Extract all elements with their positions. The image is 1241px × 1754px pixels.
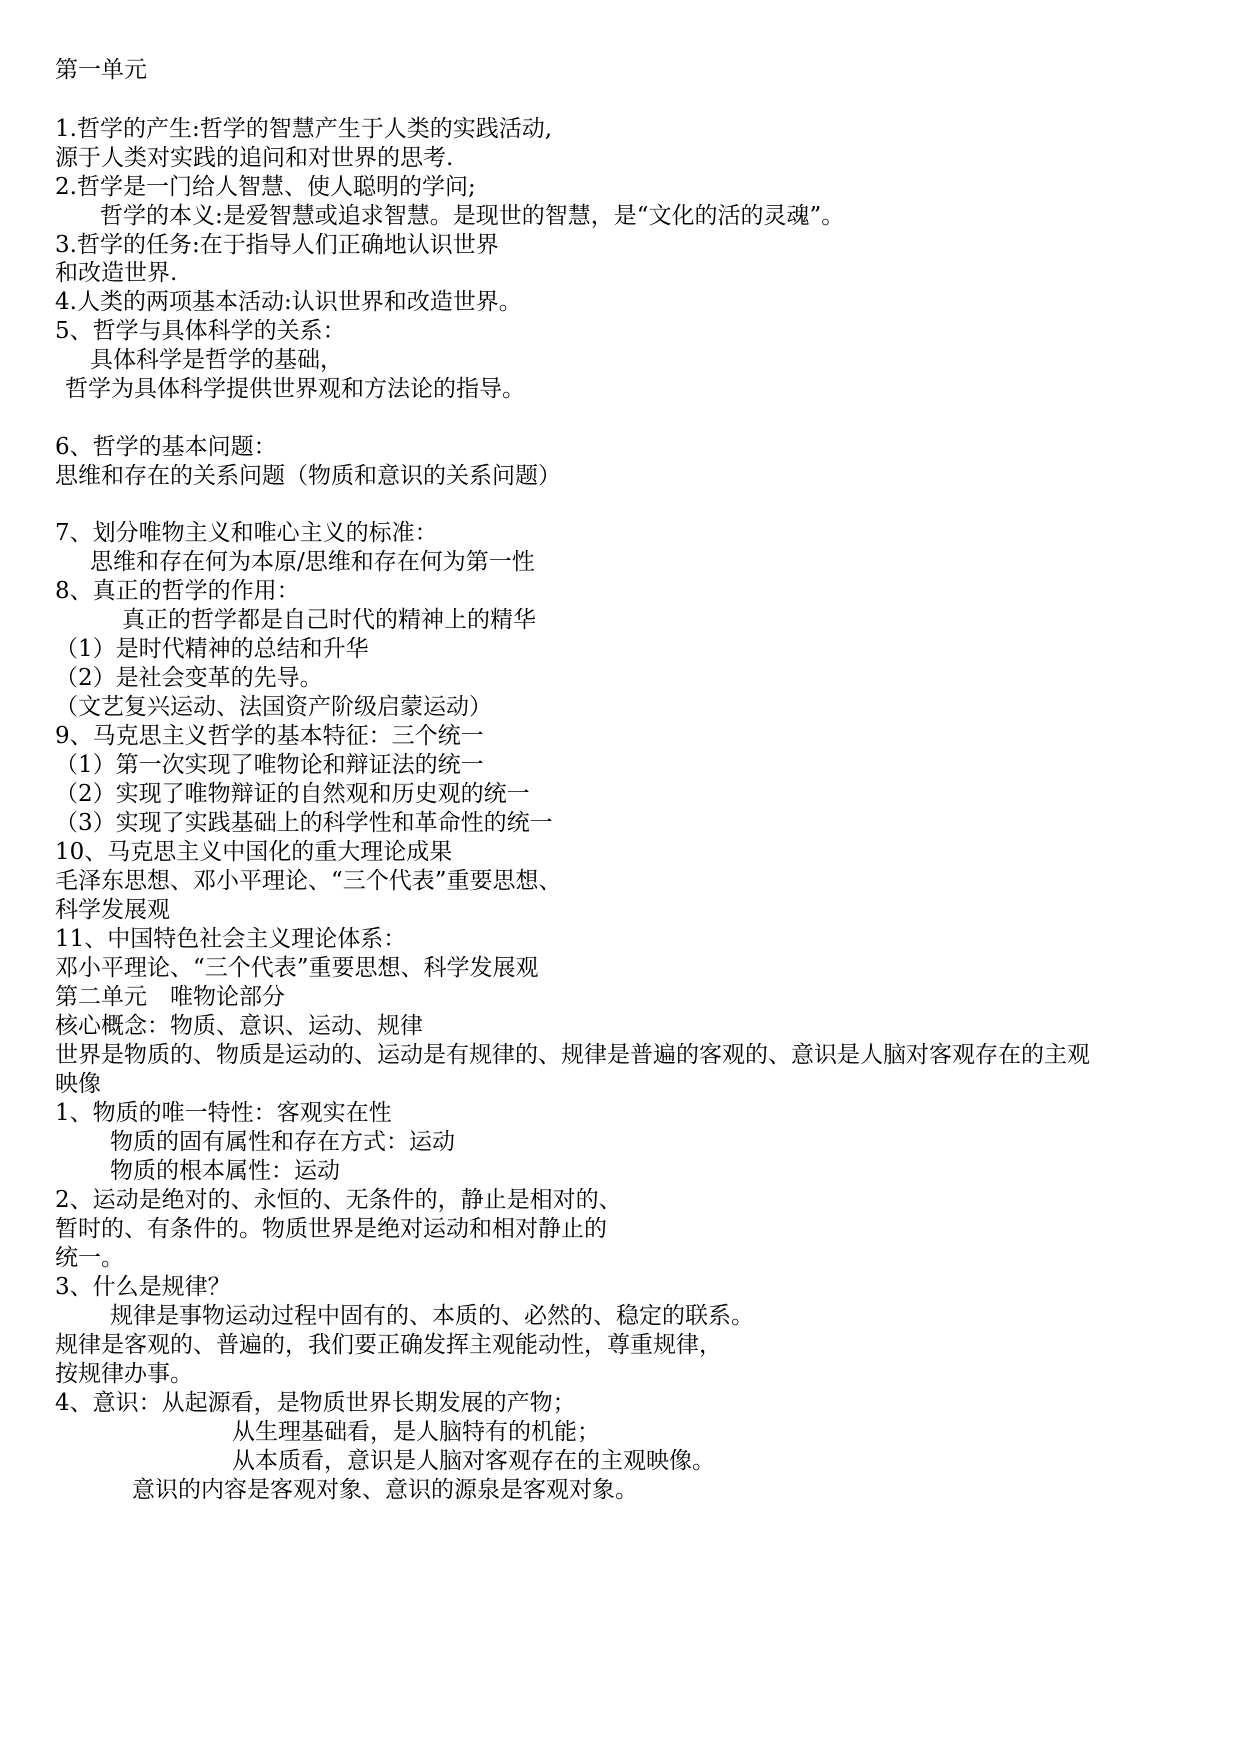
- text-line: 3、什么是规律？: [55, 1274, 231, 1300]
- text-line: （文艺复兴运动、法国资产阶级启蒙运动）: [55, 694, 492, 720]
- text-line: 源于人类对实践的追问和对世界的思考.: [55, 145, 454, 171]
- text-line: 暂时的、有条件的。物质世界是绝对运动和相对静止的: [55, 1216, 607, 1242]
- text-line: 10、马克思主义中国化的重大理论成果: [55, 839, 453, 865]
- text-line: 8、真正的哲学的作用：: [55, 578, 300, 604]
- text-line: 2、运动是绝对的、永恒的、无条件的，静止是相对的、: [55, 1187, 622, 1213]
- text-line: 第二单元 唯物论部分: [55, 984, 285, 1010]
- text-line: 按规律办事。: [55, 1361, 193, 1387]
- text-line: （1）是时代精神的总结和升华: [55, 636, 369, 662]
- text-line: 规律是事物运动过程中固有的、本质的、必然的、稳定的联系。: [110, 1303, 754, 1329]
- text-line: 意识的内容是客观对象、意识的源泉是客观对象。: [132, 1477, 638, 1503]
- text-line: 核心概念：物质、意识、运动、规律: [55, 1013, 423, 1039]
- text-line: （3）实现了实践基础上的科学性和革命性的统一: [55, 810, 553, 836]
- text-line: 具体科学是哲学的基础，: [90, 347, 343, 373]
- text-line: 7、划分唯物主义和唯心主义的标准：: [55, 520, 438, 546]
- text-line: 思维和存在何为本原/思维和存在何为第一性: [90, 549, 535, 575]
- text-line: 4、意识：从起源看，是物质世界长期发展的产物；: [55, 1390, 576, 1416]
- text-line: 物质的根本属性：运动: [110, 1158, 340, 1184]
- text-line: 11、中国特色社会主义理论体系：: [55, 926, 407, 952]
- text-line: （1）第一次实现了唯物论和辩证法的统一: [55, 752, 484, 778]
- text-line: 邓小平理论、“三个代表”重要思想、科学发展观: [55, 955, 539, 981]
- text-line: 毛泽东思想、邓小平理论、“三个代表”重要思想、: [55, 868, 562, 894]
- text-line: 9、马克思主义哲学的基本特征：三个统一: [55, 723, 484, 749]
- text-line: 哲学的本义:是爱智慧或追求智慧。是现世的智慧，是“文化的活的灵魂”。: [100, 203, 845, 229]
- text-line: 科学发展观: [55, 897, 170, 923]
- text-line: 3.哲学的任务:在于指导人们正确地认识世界: [55, 232, 499, 258]
- text-line: 规律是客观的、普遍的，我们要正确发挥主观能动性，尊重规律，: [55, 1332, 722, 1358]
- text-line: 1、物质的唯一特性：客观实在性: [55, 1100, 392, 1126]
- text-line: 哲学为具体科学提供世界观和方法论的指导。: [65, 376, 525, 402]
- text-line: 真正的哲学都是自己时代的精神上的精华: [122, 607, 536, 633]
- text-line: 2.哲学是一门给人智慧、使人聪明的学问;: [55, 174, 476, 200]
- text-line: 从本质看，意识是人脑对客观存在的主观映像。: [232, 1448, 715, 1474]
- text-line: （2）是社会变革的先导。: [55, 665, 323, 691]
- text-line: 从生理基础看，是人脑特有的机能；: [232, 1419, 600, 1445]
- text-line: 1.哲学的产生:哲学的智慧产生于人类的实践活动,: [55, 116, 553, 142]
- text-line: 4.人类的两项基本活动:认识世界和改造世界。: [55, 289, 522, 315]
- text-line: （2）实现了唯物辩证的自然观和历史观的统一: [55, 781, 530, 807]
- text-line: 物质的固有属性和存在方式：运动: [110, 1129, 455, 1155]
- text-line: 映像: [55, 1071, 101, 1097]
- text-line: 统一。: [55, 1245, 124, 1271]
- text-line: 5、哲学与具体科学的关系：: [55, 318, 346, 344]
- text-line: 第一单元: [55, 57, 147, 83]
- text-line: 思维和存在的关系问题（物质和意识的关系问题）: [55, 463, 561, 489]
- text-line: 6、哲学的基本问题：: [55, 434, 277, 460]
- text-line: 和改造世界.: [55, 260, 178, 286]
- text-line: 世界是物质的、物质是运动的、运动是有规律的、规律是普遍的客观的、意识是人脑对客观存在的主观: [55, 1042, 1090, 1068]
